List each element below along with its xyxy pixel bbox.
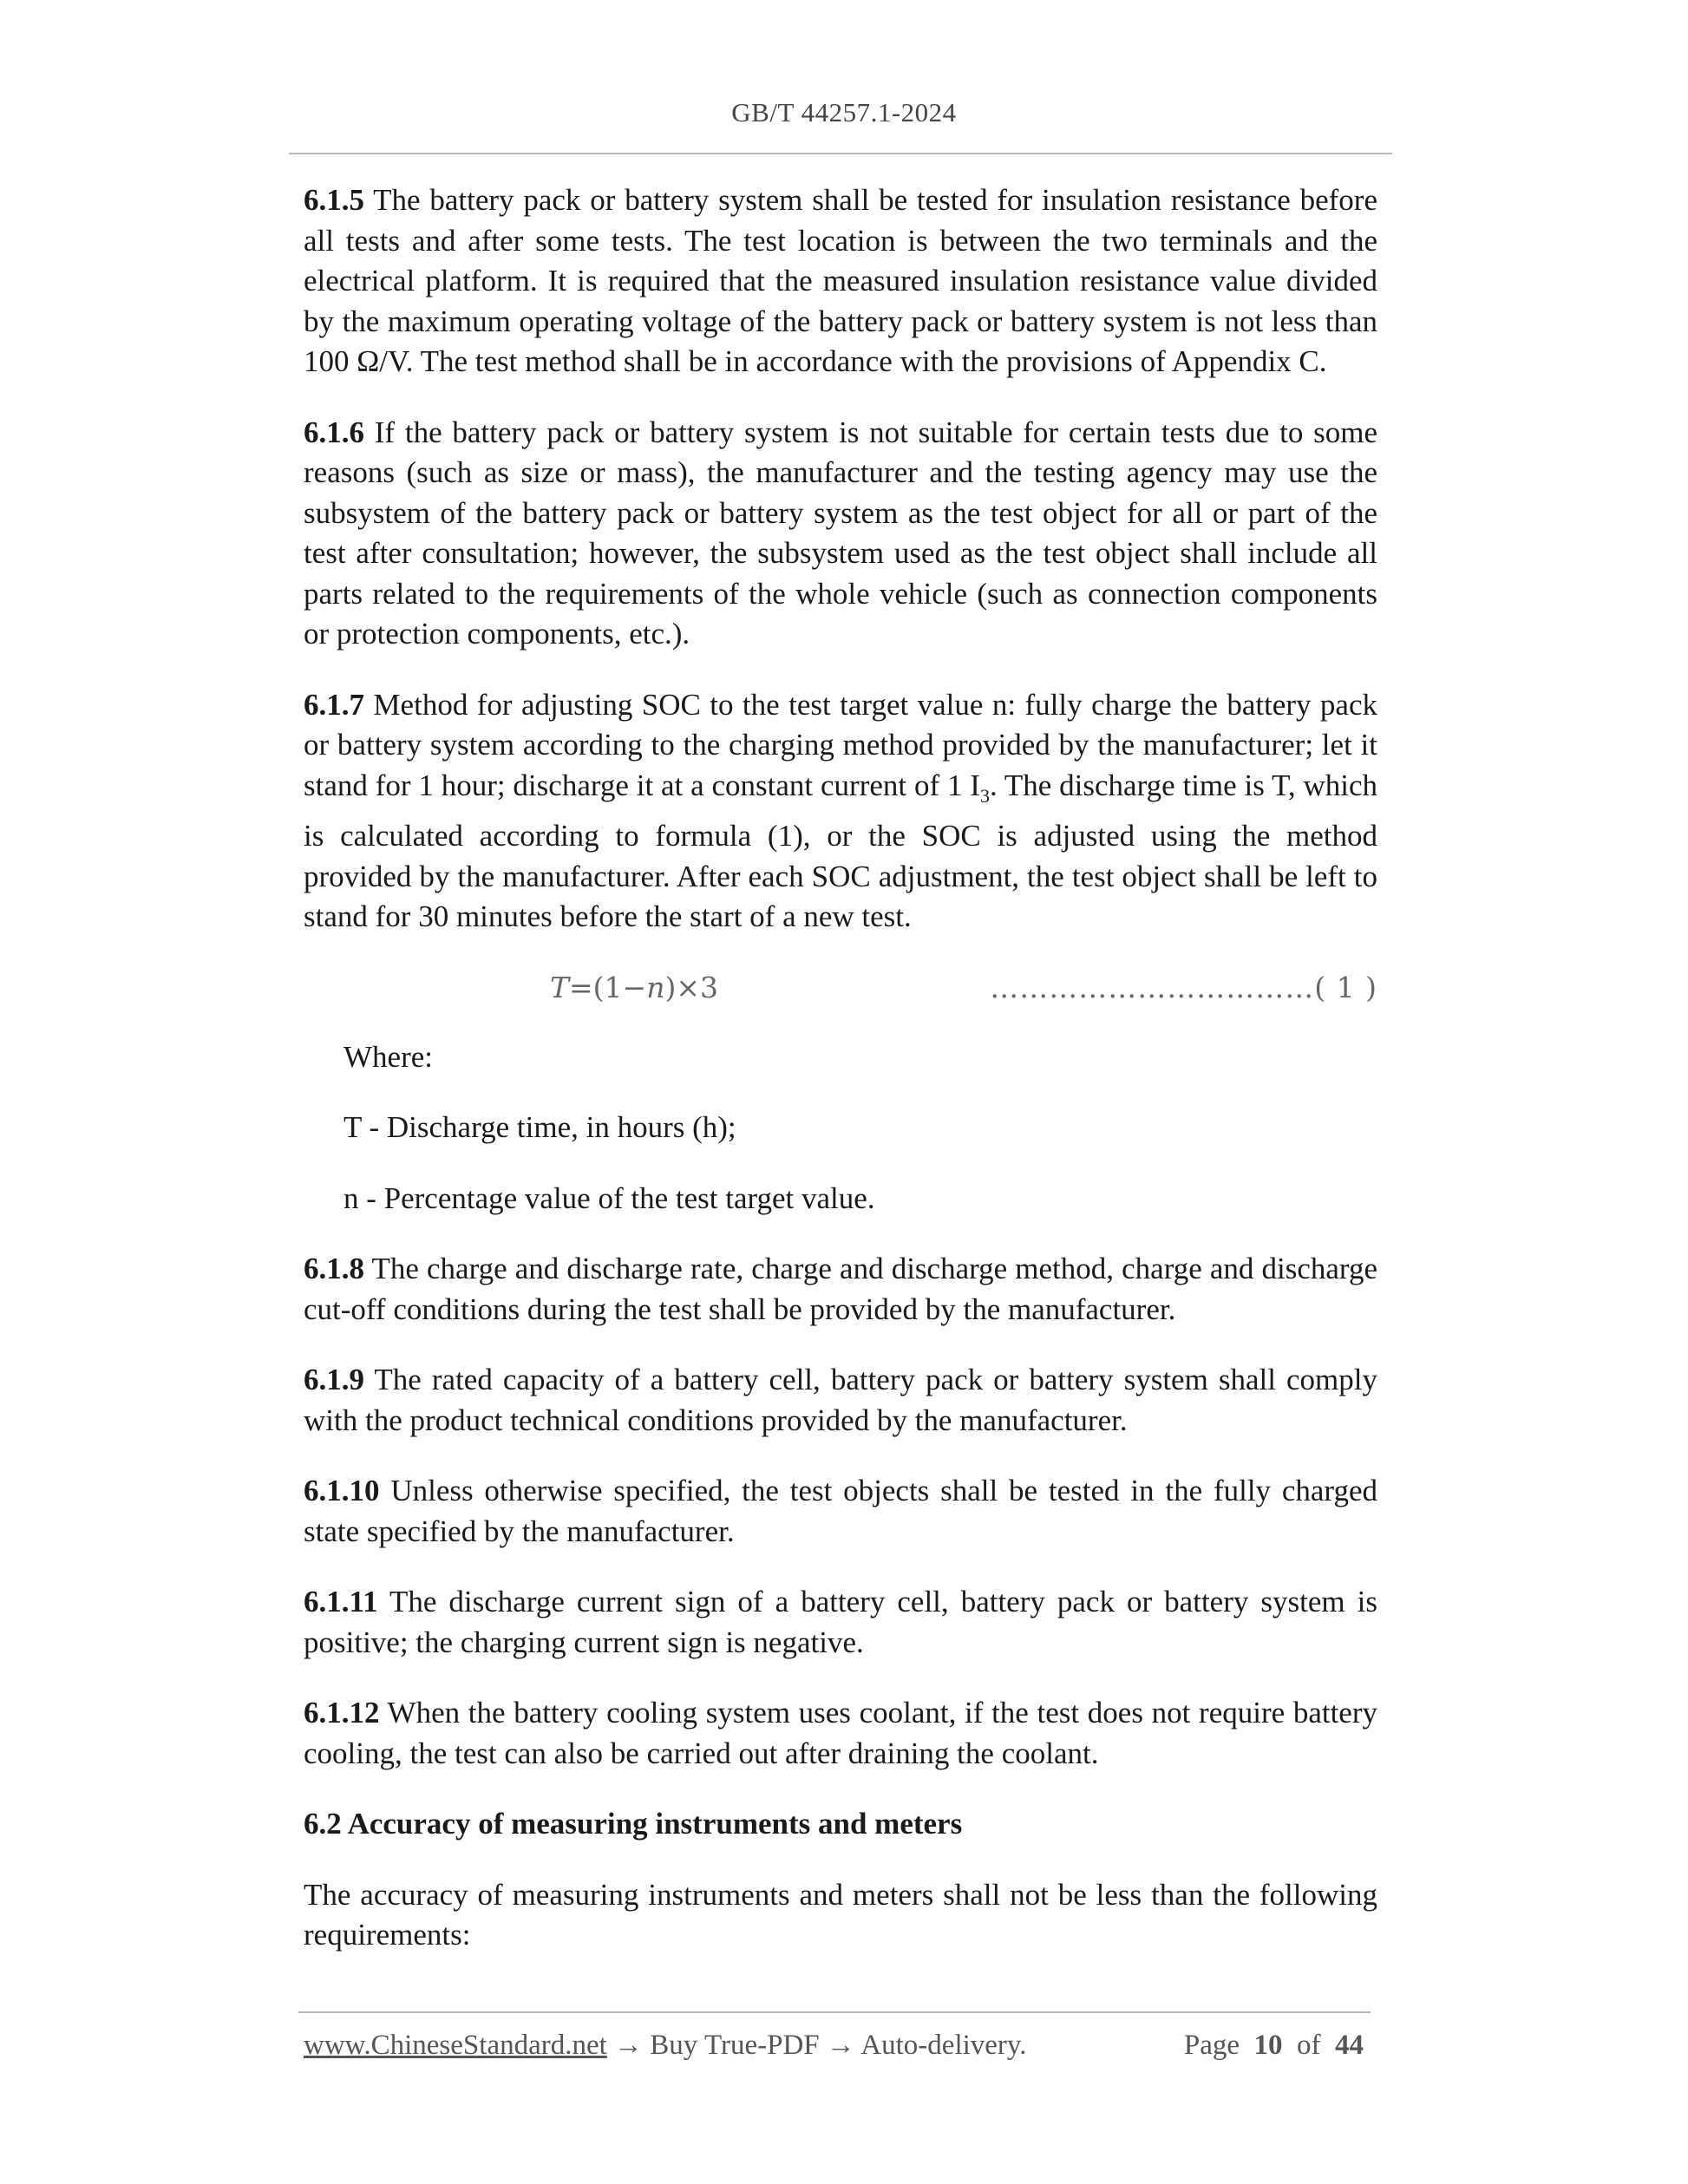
section-heading-6-2: 6.2 Accuracy of measuring instruments and meters [304,1807,963,1841]
page-total: 44 [1335,2030,1364,2061]
footer-promo [304,2030,1027,2062]
clause-number: 6.1.8 [304,1252,364,1285]
clause-text: The battery pack or battery system shall be tested for insulation resistance before all tests and after some tests. The test location is between the two terminals and the electrical platform. It is required that the measured insulation resistance value divided by the maximum operating voltage of the battery pack or battery system is not less than 100 Ω/V. The test method shall be in accordance with the provisions of Appendix C. [304,183,1377,378]
clause-6-1-10 [304,1471,1377,1552]
footer-divider [298,2011,1371,2013]
clause-number: 6.1.11 [304,1585,378,1618]
formula-dots: …………………………… [990,970,1315,1004]
formula-tail: )×3 [664,970,718,1004]
where-n-definition: n - Percentage value of the test target value. [343,1180,875,1215]
clause-number: 6.1.9 [304,1363,364,1396]
footer-promo-text: → Buy True-PDF → Auto-delivery. [606,2030,1027,2061]
clause-6-1-12 [304,1693,1377,1774]
clause-text: Unless otherwise specified, the test objects shall be tested in the fully charged state specified by the manufacturer. [304,1474,1377,1548]
section-6-2-body: The accuracy of measuring instruments and meters shall not be less than the following requirements: [304,1877,1377,1952]
formula-var-n: n [646,970,665,1004]
where-t-definition: T - Discharge time, in hours (h); [343,1110,736,1144]
clause-number: 6.1.10 [304,1474,380,1507]
header-divider [289,153,1392,154]
clause-text: The rated capacity of a battery cell, battery pack or battery system shall comply with the product technical conditions provided by the manufacturer. [304,1363,1377,1437]
clause-text: If the battery pack or battery system is not suitable for certain tests due to some reasons (such as size or mass), the manufacturer and the testing agency may use the subsystem of the battery pack or battery system as the test object for all or part of the test after consultation; however, the subsystem used as the test object shall include all parts related to the requirements of the whole vehicle (such as connection components or protection components, etc.). [304,415,1377,651]
formula-expression [550,968,718,1009]
current-subscript: 3 [979,784,990,807]
formula-number: ( 1 ) [1314,970,1377,1004]
document-header [0,97,1688,128]
clause-number: 6.1.6 [304,415,364,449]
page-body [304,180,1377,1986]
document-id: GB/T 44257.1-2024 [731,97,957,128]
clause-text-part-b: . The discharge time is T, which is calculated according to formula (1), or the SOC is adjusted using the method provided by the manufacturer. After each SOC adjustment, the test object shall be left to stand for 30 minutes before the start of a new test. [304,768,1377,933]
clause-number: 6.1.12 [304,1696,380,1730]
page-label: Page [1183,2030,1240,2061]
where-label: Where: [343,1039,433,1074]
clause-number: 6.1.5 [304,183,364,217]
clause-6-1-11 [304,1582,1377,1663]
clause-6-1-7 [304,685,1377,938]
clause-6-1-9 [304,1360,1377,1441]
formula-leader [990,968,1377,1009]
of-label: of [1297,2030,1321,2061]
clause-text: The discharge current sign of a battery cell, battery pack or battery system is positive; the charging current sign is negative. [304,1585,1377,1659]
clause-text: When the battery cooling system uses coolant, if the test does not require battery cooling, the test can also be carried out after draining the coolant. [304,1696,1377,1770]
clause-6-1-5 [304,180,1377,383]
page-number: 10 [1253,2030,1283,2061]
formula-1 [304,968,1377,1008]
page-indicator [1184,2030,1364,2062]
clause-6-1-6 [304,413,1377,655]
clause-text-part-a: Method for adjusting SOC to the test target value n: fully charge the battery pack or battery system according to the charging method provided by the manufacturer; let it stand for 1 hour; discharge it at a constant current of 1 I [304,687,1377,802]
clause-6-1-8 [304,1249,1377,1330]
clause-number: 6.1.7 [304,687,364,722]
website-link[interactable]: www.ChineseStandard.net [304,2030,607,2061]
clause-text: The charge and discharge rate, charge and discharge method, charge and discharge cut-off conditions during the test shall be provided by the manufacturer. [304,1252,1377,1326]
formula-var-t: T [550,970,570,1004]
formula-mid: =(1− [569,970,647,1004]
